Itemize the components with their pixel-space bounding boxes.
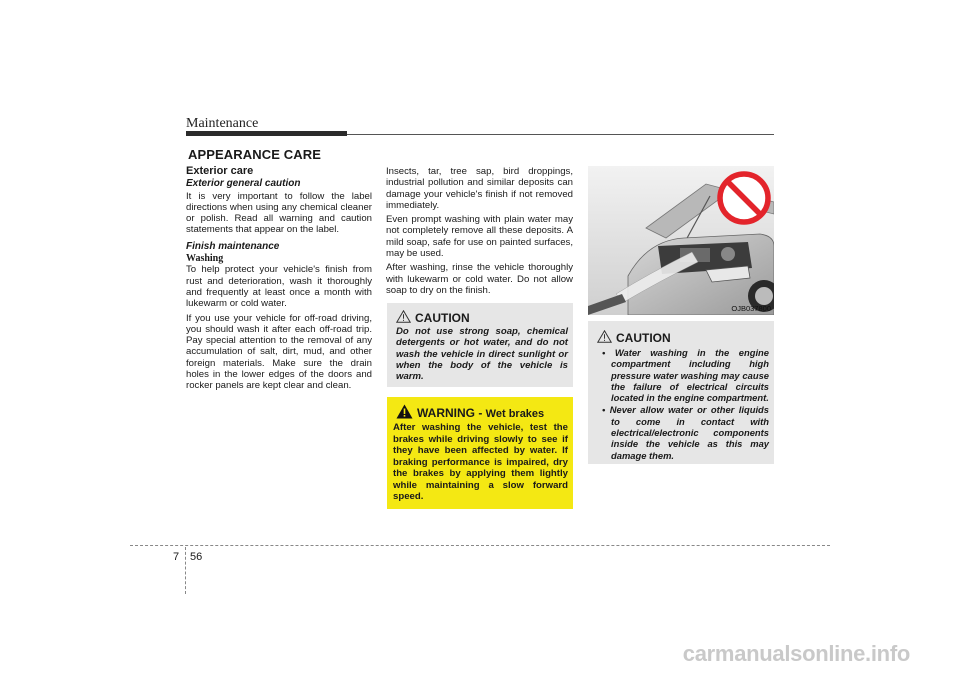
watermark: carmanualsonline.info (682, 641, 910, 666)
warning-box-wet-brakes (387, 397, 573, 509)
header-rule-thick (186, 131, 347, 136)
column-middle (386, 166, 573, 299)
washing-text-2: If you use your vehicle for off-road driving, you should wash it after each off-road trip. Pay special attention to the removal of any accumulation of salt, dirt, mud, and other foreign materials. Make sure the drain holes in the lower edges of the doors and rocker panels are kept clear and clean. (186, 312, 372, 392)
general-caution-subheading: Exterior general caution (186, 178, 301, 190)
warning-subtitle: Wet brakes (485, 408, 545, 420)
caution-triangle-icon (396, 310, 411, 323)
caution-body: Do not use strong soap, chemical detergents or hot water, and do not wash the vehicle in direct sunlight or when the body of the vehicle is warm. (396, 326, 568, 383)
page-number: 56 (190, 551, 203, 563)
column-left (186, 166, 372, 395)
prompt-washing-text: Even prompt washing with plain water may not completely remove all these deposits. A mild soap, safe for use on painted surfaces, may be used. (386, 214, 573, 260)
page-heading: APPEARANCE CARE (188, 147, 321, 162)
chapter-number: 7 (173, 551, 180, 563)
general-caution-text: It is very important to follow the label directions when using any chemical cleaner or polish. Read all warning and caution statements that appear on the label. (186, 190, 372, 236)
deposits-text: Insects, tar, tree sap, bird droppings, industrial pollution and similar deposits can damage your vehicle's finish if not removed immediately. (386, 166, 573, 211)
exterior-care-heading: Exterior care (186, 165, 254, 177)
caution-box-engine-washing (588, 321, 774, 464)
finish-maintenance-subheading: Finish maintenance (186, 240, 280, 252)
caution-title: CAUTION (616, 331, 671, 345)
caution-list (597, 347, 769, 462)
warning-triangle-icon (396, 404, 413, 419)
header-rule-thin (347, 134, 774, 135)
caution-triangle-icon (597, 330, 612, 343)
footer-divider (185, 547, 186, 594)
caution-list-item: • Never allow water or other liquids to come in contact with electrical/electronic components inside the vehicle as this may damage them. (602, 404, 769, 461)
caution-title: CAUTION (415, 311, 470, 325)
warning-title (417, 406, 544, 420)
car-hood-open-image (588, 166, 774, 315)
footer-rule (130, 545, 830, 546)
warning-label: WARNING - (417, 406, 486, 420)
washing-text-1: To help protect your vehicle's finish from rust and deterioration, wash it thoroughly and frequently at least once a month with lukewarm or cold water. (186, 264, 372, 310)
rinse-text: After washing, rinse the vehicle thoroughly with lukewarm or cold water. Do not allow soap to dry on the finish. (386, 262, 573, 296)
warning-body: After washing the vehicle, test the brakes while driving slowly to see if they have been affected by water. If braking performance is impaired, dry the brakes by applying them lightly while maintaining a slow forward speed. (393, 422, 568, 502)
section-title: Maintenance (186, 116, 259, 131)
image-code: OJB037800 (731, 304, 771, 313)
washing-subheading: Washing (186, 253, 224, 265)
engine-wash-illustration (588, 166, 774, 315)
caution-box-soap (387, 303, 573, 387)
caution-list-item: • Water washing in the engine compartment including high pressure water washing may cause the failure of electrical circuits located in the engine compartment. (602, 347, 769, 404)
